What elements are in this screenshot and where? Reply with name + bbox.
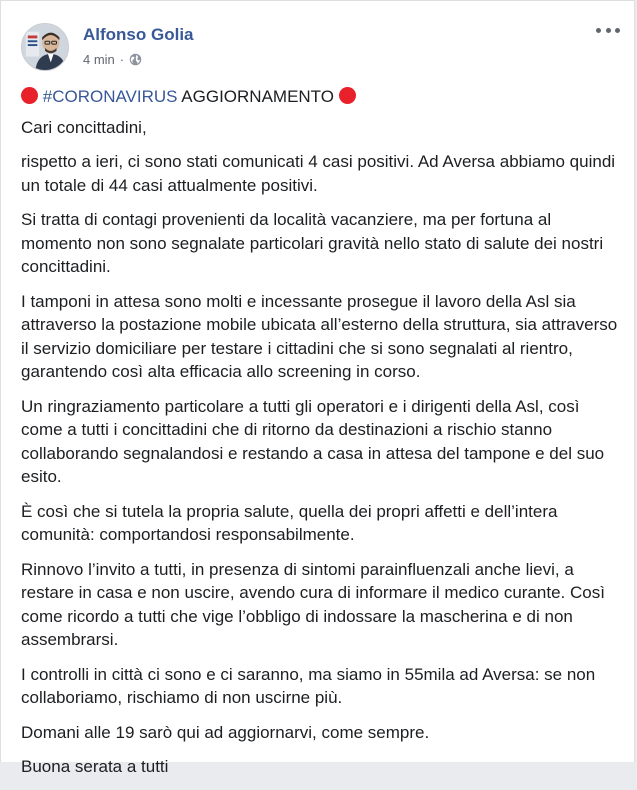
post-paragraph: Buona serata a tutti: [21, 757, 169, 776]
post-paragraph: Rinnovo l’invito a tutti, in presenza di sintomi parainfluenzali anche lievi, a restare in casa e non uscire, avendo cura di informare il medico curante. Così come ricordo a tutti che vige l’obbligo di indossare la mascherina e di non assembrarsi.: [21, 559, 605, 649]
post-title-text: AGGIORNAMENTO: [177, 87, 339, 106]
author-name[interactable]: Alfonso Golia: [83, 24, 194, 44]
post-paragraph: Si tratta di contagi provenienti da località vacanziere, ma per fortuna al momento non sono segnalate particolari gravità nello stato di salute dei nostri concittadini.: [21, 210, 604, 276]
author-block: [83, 24, 194, 68]
post-paragraph: I tamponi in attesa sono molti e incessante prosegue il lavoro della Asl sia attraverso la postazione mobile ubicata all’esterno della struttura, sia attraverso il servizio domiciliare per testare i cittadini che si sono segnalati al rientro, garantendo così alta efficacia allo screening in corso.: [21, 291, 618, 381]
more-dot: [596, 28, 601, 33]
post-timestamp[interactable]: 4 min: [83, 51, 115, 67]
red-circle-icon: [21, 87, 38, 104]
more-dot: [606, 28, 611, 33]
red-circle-icon: [339, 87, 356, 104]
post-paragraph: Un ringraziamento particolare a tutti gli operatori e i dirigenti della Asl, così come a tutti i concittadini che di ritorno da destinazioni a rischio stanno collaborando segnalandosi e restando a casa in attesa del tampone e del suo esito.: [21, 396, 605, 486]
post-paragraph: Cari concittadini,: [21, 117, 147, 137]
post-body: [21, 85, 621, 790]
globe-icon[interactable]: [129, 53, 142, 66]
avatar[interactable]: [21, 23, 69, 71]
post-meta: [83, 52, 194, 68]
hashtag-link[interactable]: #CORONAVIRUS: [42, 87, 178, 106]
post-paragraph: rispetto a ieri, ci sono stati comunicati 4 casi positivi. Ad Aversa abbiamo quindi un totale di 44 casi attualmente positivi.: [21, 152, 616, 195]
post-header: [21, 21, 194, 73]
more-dot: [615, 28, 620, 33]
post-paragraph: I controlli in città ci sono e ci saranno, ma siamo in 55mila ad Aversa: se non collaboriamo, rischiamo di non uscirne più.: [21, 664, 596, 707]
post-paragraph: È così che si tutela la propria salute, quella dei propri affetti e dell’intera comunità: comportandosi responsabilmente.: [21, 501, 558, 544]
meta-separator: ·: [119, 51, 125, 67]
more-options-icon[interactable]: [596, 23, 620, 37]
post-paragraph: Domani alle 19 sarò qui ad aggiornarvi, come sempre.: [21, 722, 430, 742]
post-title: [21, 85, 621, 109]
avatar-image: [22, 24, 68, 70]
